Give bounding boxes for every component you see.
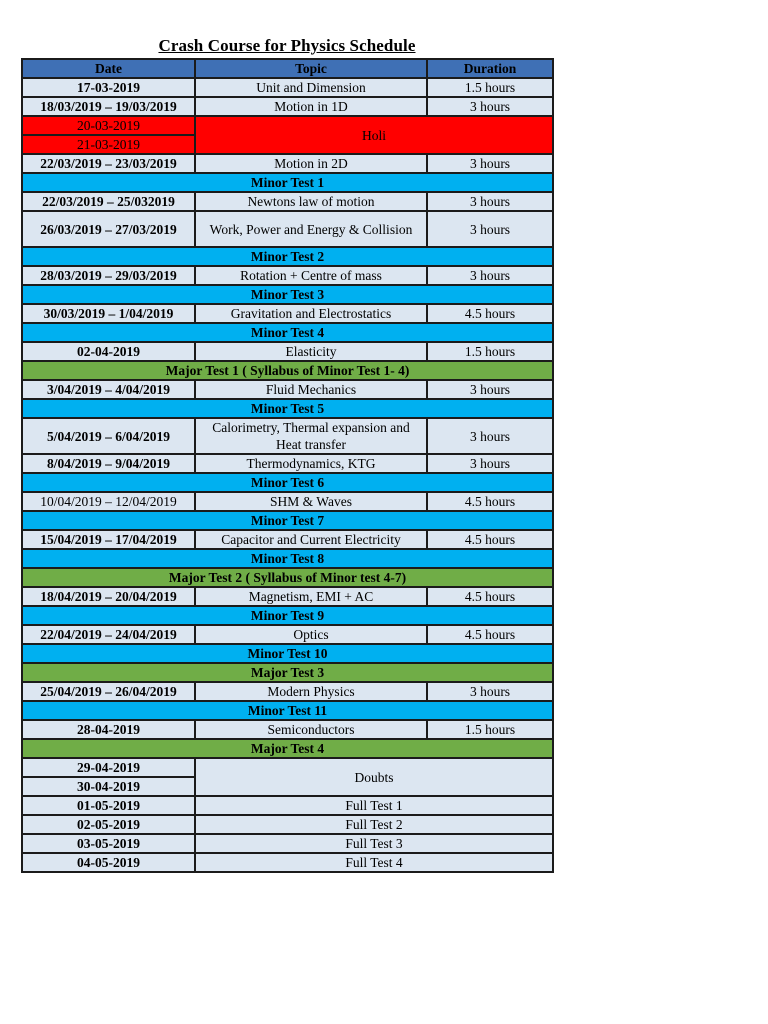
minor-test-row: [22, 549, 553, 568]
minor-test-row: [22, 606, 553, 625]
minor-test-row: [22, 701, 553, 720]
date-cell: 22/03/2019 – 23/03/2019: [22, 154, 195, 173]
topic-cell: Calorimetry, Thermal expansion and Heat transfer: [195, 418, 427, 454]
major-test-row: [22, 663, 553, 682]
duration-cell: 4.5 hours: [427, 530, 553, 549]
date-cell: 25/04/2019 – 26/04/2019: [22, 682, 195, 701]
date-cell: 5/04/2019 – 6/04/2019: [22, 418, 195, 454]
table-row: [22, 625, 553, 644]
minor-test-row: [22, 399, 553, 418]
date-cell: 15/04/2019 – 17/04/2019: [22, 530, 195, 549]
table-row: [22, 815, 553, 834]
duration-cell: 1.5 hours: [427, 342, 553, 361]
full-test-cell: Full Test 2: [195, 815, 553, 834]
topic-cell: Unit and Dimension: [195, 78, 427, 97]
table-row: [22, 192, 553, 211]
date-cell: 30-04-2019: [22, 777, 195, 796]
date-cell: 3/04/2019 – 4/04/2019: [22, 380, 195, 399]
date-cell: 30/03/2019 – 1/04/2019: [22, 304, 195, 323]
date-cell: 10/04/2019 – 12/04/2019: [22, 492, 195, 511]
date-cell: 02-04-2019: [22, 342, 195, 361]
table-row: [22, 853, 553, 872]
date-cell: 8/04/2019 – 9/04/2019: [22, 454, 195, 473]
table-row: [22, 454, 553, 473]
major-test-label: Major Test 4: [22, 739, 553, 758]
major-test-label: Major Test 1 ( Syllabus of Minor Test 1- 4): [22, 361, 553, 380]
table-row-holiday: [22, 116, 553, 135]
topic-cell: Gravitation and Electrostatics: [195, 304, 427, 323]
duration-cell: 4.5 hours: [427, 625, 553, 644]
topic-cell: Elasticity: [195, 342, 427, 361]
table-row: [22, 78, 553, 97]
duration-cell: 3 hours: [427, 154, 553, 173]
topic-cell: Rotation + Centre of mass: [195, 266, 427, 285]
schedule-table: [21, 58, 554, 873]
header-topic: Topic: [195, 59, 427, 78]
doubts-cell: Doubts: [195, 758, 553, 796]
minor-test-label: Minor Test 4: [22, 323, 553, 342]
table-row: [22, 154, 553, 173]
minor-test-label: Minor Test 7: [22, 511, 553, 530]
date-cell: 29-04-2019: [22, 758, 195, 777]
minor-test-row: [22, 511, 553, 530]
major-test-label: Major Test 3: [22, 663, 553, 682]
date-cell: 18/03/2019 – 19/03/2019: [22, 97, 195, 116]
topic-cell: Newtons law of motion: [195, 192, 427, 211]
minor-test-label: Minor Test 8: [22, 549, 553, 568]
header-date: Date: [22, 59, 195, 78]
table-row: [22, 587, 553, 606]
minor-test-label: Minor Test 10: [22, 644, 553, 663]
table-row: [22, 530, 553, 549]
major-test-row: [22, 568, 553, 587]
table-row: [22, 834, 553, 853]
duration-cell: 4.5 hours: [427, 492, 553, 511]
duration-cell: 3 hours: [427, 454, 553, 473]
minor-test-label: Minor Test 5: [22, 399, 553, 418]
major-test-row: [22, 361, 553, 380]
date-cell: 26/03/2019 – 27/03/2019: [22, 211, 195, 247]
full-test-cell: Full Test 3: [195, 834, 553, 853]
minor-test-row: [22, 173, 553, 192]
full-test-cell: Full Test 1: [195, 796, 553, 815]
date-cell: 20-03-2019: [22, 116, 195, 135]
minor-test-row: [22, 473, 553, 492]
table-row: [22, 211, 553, 247]
minor-test-row: [22, 323, 553, 342]
minor-test-row: [22, 285, 553, 304]
topic-cell: Fluid Mechanics: [195, 380, 427, 399]
table-row: [22, 492, 553, 511]
major-test-label: Major Test 2 ( Syllabus of Minor test 4-7): [22, 568, 553, 587]
topic-cell: Work, Power and Energy & Collision: [195, 211, 427, 247]
topic-cell: Motion in 1D: [195, 97, 427, 116]
date-cell: 22/03/2019 – 25/032019: [22, 192, 195, 211]
table-header-row: [22, 59, 553, 78]
date-cell: 28-04-2019: [22, 720, 195, 739]
date-cell: 17-03-2019: [22, 78, 195, 97]
duration-cell: 3 hours: [427, 211, 553, 247]
minor-test-label: Minor Test 2: [22, 247, 553, 266]
table-row: [22, 720, 553, 739]
major-test-row: [22, 739, 553, 758]
table-row: [22, 342, 553, 361]
duration-cell: 3 hours: [427, 192, 553, 211]
minor-test-label: Minor Test 11: [22, 701, 553, 720]
date-cell: 02-05-2019: [22, 815, 195, 834]
minor-test-row: [22, 644, 553, 663]
full-test-cell: Full Test 4: [195, 853, 553, 872]
table-row: [22, 304, 553, 323]
duration-cell: 4.5 hours: [427, 587, 553, 606]
table-row: [22, 266, 553, 285]
duration-cell: 3 hours: [427, 682, 553, 701]
duration-cell: 1.5 hours: [427, 78, 553, 97]
minor-test-label: Minor Test 1: [22, 173, 553, 192]
topic-cell: SHM & Waves: [195, 492, 427, 511]
minor-test-row: [22, 247, 553, 266]
table-row: [22, 97, 553, 116]
date-cell: 21-03-2019: [22, 135, 195, 154]
table-row: [22, 758, 553, 777]
table-row: [22, 796, 553, 815]
duration-cell: 3 hours: [427, 266, 553, 285]
minor-test-label: Minor Test 3: [22, 285, 553, 304]
topic-cell: Semiconductors: [195, 720, 427, 739]
holiday-cell: Holi: [195, 116, 553, 154]
duration-cell: 3 hours: [427, 97, 553, 116]
header-duration: Duration: [427, 59, 553, 78]
duration-cell: 1.5 hours: [427, 720, 553, 739]
date-cell: 18/04/2019 – 20/04/2019: [22, 587, 195, 606]
topic-cell: Motion in 2D: [195, 154, 427, 173]
table-row: [22, 418, 553, 454]
topic-cell: Thermodynamics, KTG: [195, 454, 427, 473]
table-row: [22, 380, 553, 399]
minor-test-label: Minor Test 6: [22, 473, 553, 492]
date-cell: 22/04/2019 – 24/04/2019: [22, 625, 195, 644]
topic-cell: Optics: [195, 625, 427, 644]
duration-cell: 3 hours: [427, 418, 553, 454]
date-cell: 04-05-2019: [22, 853, 195, 872]
page-title: Crash Course for Physics Schedule: [158, 36, 416, 55]
minor-test-label: Minor Test 9: [22, 606, 553, 625]
date-cell: 01-05-2019: [22, 796, 195, 815]
date-cell: 28/03/2019 – 29/03/2019: [22, 266, 195, 285]
duration-cell: 3 hours: [427, 380, 553, 399]
duration-cell: 4.5 hours: [427, 304, 553, 323]
topic-cell: Capacitor and Current Electricity: [195, 530, 427, 549]
topic-cell: Modern Physics: [195, 682, 427, 701]
table-row: [22, 682, 553, 701]
date-cell: 03-05-2019: [22, 834, 195, 853]
topic-cell: Magnetism, EMI + AC: [195, 587, 427, 606]
